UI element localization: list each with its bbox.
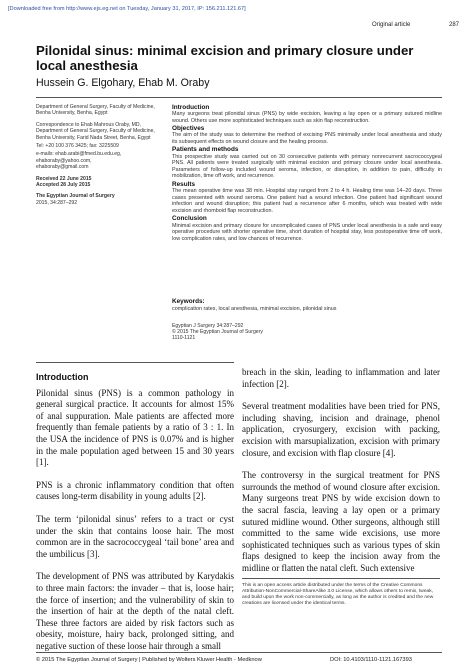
affiliation-block — [36, 104, 164, 208]
email-primary[interactable]: e-mails: ehab.arabi@fmed.bu.edu.eg, — [36, 151, 122, 158]
abstract-text-results: The mean operative time was 38 min. Hospital stay ranged from 2 to 4 h. Healing time was 14–20 days. Three cases presented with wound seroma. One patient had a wound infection. One patient had significant wound infection and wound disruption; this patient had a recurrence after 6 months, which was treated with wide excision and rhomboid flap reconstruction. — [172, 188, 442, 214]
body-paragraph: The development of PNS was attributed by Karydakis to three main factors: the invader – that is, loose hair; the force of insertion; and the vulnerability of skin to the insertion of hair at the depth of the natal cleft. These three factors are aided by risk factors such as obesity, moisture, hairy back, prolonged sitting, and negative suction of these loose hair through a small — [36, 571, 234, 651]
footer-copyright: © 2015 The Egyptian Journal of Surgery | Published by Wolters Kluwer Health - Medknow — [36, 657, 262, 663]
author-list: Hussein G. Elgohary, Ehab M. Oraby — [36, 77, 210, 89]
accepted-date: Accepted 28 July 2015 — [36, 182, 91, 189]
abstract-text-conclusion: Minimal excision and primary closure for uncomplicated cases of PNS under local anesthesia is a safe and easy operative procedure with shorter operative time, short duration of hospital stay, less postoperative time off work, low complication rates, and low chances of recurrence. — [172, 222, 442, 242]
left-column-divider — [36, 362, 234, 363]
abstract — [172, 103, 442, 242]
correspondence-text: Correspondence to Ehab Mahrous Oraby, MD, Department of General Surgery, Faculty of Medicine, Benha University, Farid Nada Street, Benha, Egypt — [36, 121, 155, 141]
title-divider — [36, 97, 442, 98]
body-paragraph: The controversy in the surgical treatment for PNS surrounds the method of wound closure after excision. Many surgeons treat PNS by wide excision down to the sacral fascia, leaving a lay open or a primary sutured midline wound. Other surgeons, although still committed to the same wide excisions, use more sophisticated techniques such as various types of skin flaps designed to keep the incision away from the midline or flatten the natal cleft. Such extensive — [242, 470, 440, 573]
body-paragraph: Pilonidal sinus (PNS) is a common pathology in general surgical practice. It accounts for almost 15% of anal suppuration. Male patients are affected more frequently than female patients by a ratio of 3 : 1. In the USA the incidence of PNS is 0.07% and is higher in the male population aged between 15 and 30 years [1]. — [36, 387, 234, 468]
journal-name: The Egyptian Journal of Surgery — [36, 193, 115, 200]
body-paragraph: PNS is a chronic inflammatory condition that often causes long-term disability in young adults [2]. — [36, 479, 234, 502]
journal-citation: Egyptian J Surgery 34:287–292 — [172, 323, 244, 329]
abstract-heading-methods: Patients and methods — [172, 146, 239, 154]
email-tertiary[interactable]: ehaboraby@gmail.com — [36, 164, 89, 171]
body-left-column — [36, 372, 234, 663]
footer-doi[interactable]: DOI: 10.4103/1110-1121.167393 — [330, 657, 412, 663]
email-secondary[interactable]: ehaboraby@yahoo.com, — [36, 157, 92, 164]
body-paragraph: The term ‘pilonidal sinus’ refers to a tract or cyst under the skin that contains loose hair. The most common are in the sacrococcygeal ‘tail bone’ area and the umbilicus [3]. — [36, 513, 234, 559]
license-notice: This is an open access article distributed under the terms of the Creative Commons Attribution-NonCommercial-ShareAlike 3.0 License, which allows others to remix, tweak, and build upon the work non-commercially, as long as the author is credited and the new creations are licensed under the identical terms. — [242, 583, 434, 607]
department-text: Department of General Surgery, Faculty of Medicine, Benha University, Benha, Egypt — [36, 104, 155, 117]
abstract-text-methods: This prospective study was carried out on 30 consecutive patients with primary nonrecurrent sacrococcygeal PNS. All patients were treated surgically with minimal excision and primary closure under local anesthesia. Parameters of follow-up included wound seroma, infection, or disruption, in addition to pain, difficulty in mobilization, time off work, and recurrence. — [172, 153, 442, 180]
abstract-heading-conclusion: Conclusion — [172, 215, 207, 222]
body-paragraph: Several treatment modalities have been tried for PNS, including shaving, incision and drainage, phenol application, cryosurgery, excision with packing, excision with marsupialization, excision with primary closure, and excision with flap closure [4]. — [242, 401, 440, 458]
keywords-text: complication rates, local anesthesia, minimal excision, pilonidal sinus — [172, 305, 337, 312]
article-type-label: Original article — [372, 22, 411, 28]
journal-issue: 2015, 34:287–292 — [36, 199, 78, 206]
copyright-notice: © 2015 The Egyptian Journal of Surgery — [172, 329, 263, 336]
abstract-text-objectives: The aim of the study was to determine the method of excising PNS minimally under local anesthesia and study its subsequent effects on wound closure and the healing process. — [172, 132, 442, 145]
issn: 1110-1121 — [172, 335, 196, 342]
telephone-text: Tel: +20 100 376 3425; fax: 3225509 — [36, 143, 119, 150]
journal-citation-block — [172, 323, 352, 342]
abstract-heading-results: Results — [172, 180, 196, 188]
body-paragraph: breach in the skin, leading to inflammation and later infection [2]. — [242, 367, 440, 389]
page-number: 287 — [449, 22, 460, 28]
keywords-block — [172, 298, 442, 312]
body-right-column — [242, 367, 440, 586]
paper-title: Pilonidal sinus: minimal excision and primary closure under local anesthesia — [36, 43, 414, 73]
footer-divider — [36, 652, 442, 653]
abstract-heading-introduction: Introduction — [172, 103, 210, 111]
abstract-heading-objectives: Objectives — [172, 124, 205, 132]
license-divider — [242, 578, 440, 579]
keywords-heading: Keywords: — [172, 298, 205, 305]
section-heading-introduction: Introduction — [36, 372, 89, 382]
received-date: Received 22 June 2015 — [36, 175, 92, 182]
download-notice: [Downloaded free from http://www.ejs.eg.net on Tuesday, January 31, 2017, IP: 156.211.121.67] — [8, 6, 246, 12]
abstract-text-introduction: Many surgeons treat pilonidal sinus (PNS) by wide excision, leaving a lay open or a primary sutured midline wound. Others use more sophisticated techniques such as skin flap reconstruction. — [172, 111, 442, 124]
